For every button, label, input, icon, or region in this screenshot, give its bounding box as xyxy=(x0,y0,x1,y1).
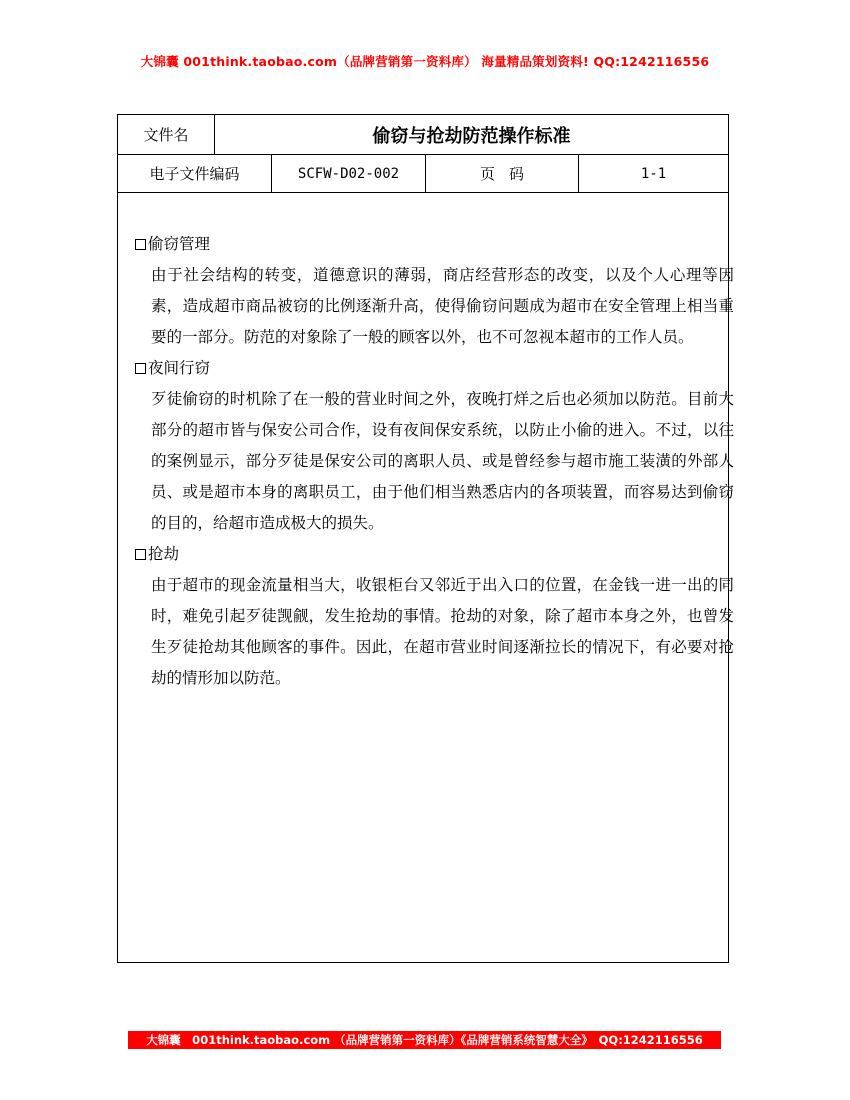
section-heading xyxy=(135,539,724,570)
top-banner: 大锦囊 001think.taobao.com（品牌营销第一资料库） 海量精品策划资料! QQ:1242116556 xyxy=(140,54,710,69)
section-paragraph: 歹徒偷窃的时机除了在一般的营业时间之外，夜晚打烊之后也必须加以防范。目前大部分的超市皆与保安公司合作，设有夜间保安系统，以防止小偷的进入。不过，以往的案例显示，部分歹徒是保安公司的离职人员、或是曾经参与超市施工装潢的外部人员、或是超市本身的离职员工，由于他们相当熟悉店内的各项装置，而容易达到偷窃的目的，给超市造成极大的损失。 xyxy=(151,390,734,532)
document-form xyxy=(117,114,734,963)
section-heading xyxy=(135,353,724,384)
section-heading-text: 抢劫 xyxy=(148,545,180,563)
document-title: 偷窃与抢劫防范操作标准 xyxy=(372,125,571,147)
section-theft-management xyxy=(134,229,734,353)
title-row xyxy=(118,115,728,155)
page-value: 1-1 xyxy=(640,165,667,182)
filename-label: 文件名 xyxy=(118,115,215,154)
meta-row xyxy=(118,155,728,193)
section-heading-text: 夜间行窃 xyxy=(148,359,211,377)
section-night-theft xyxy=(134,353,734,539)
section-paragraph: 由于社会结构的转变，道德意识的薄弱，商店经营形态的改变，以及个人心理等因素，造成超市商品被窃的比例逐渐升高，使得偷窃问题成为超市在安全管理上相当重要的一部分。防范的对象除了一般的顾客以外，也不可忽视本超市的工作人员。 xyxy=(151,266,734,346)
section-heading-text: 偷窃管理 xyxy=(148,235,211,253)
file-code-value: SCFW-D02-002 xyxy=(272,155,426,192)
bottom-banner: 大锦囊 001think.taobao.com （品牌营销第一资料库）《品牌营销系统智慧大全》 QQ:1242116556 xyxy=(128,1031,721,1049)
checkbox-icon xyxy=(135,363,146,374)
document-body xyxy=(134,229,734,694)
section-robbery xyxy=(134,539,734,694)
section-heading xyxy=(135,229,724,260)
checkbox-icon xyxy=(135,239,146,250)
file-code-label: 电子文件编码 xyxy=(118,155,272,192)
checkbox-icon xyxy=(135,549,146,560)
page-label: 页码 xyxy=(426,155,579,192)
section-paragraph: 由于超市的现金流量相当大，收银柜台又邻近于出入口的位置，在金钱一进一出的同时，难免引起歹徒觊觎，发生抢劫的事情。抢劫的对象，除了超市本身之外，也曾发生歹徒抢劫其他顾客的事件。因此，在超市营业时间逐渐拉长的情况下，有必要对抢劫的情形加以防范。 xyxy=(151,576,734,687)
